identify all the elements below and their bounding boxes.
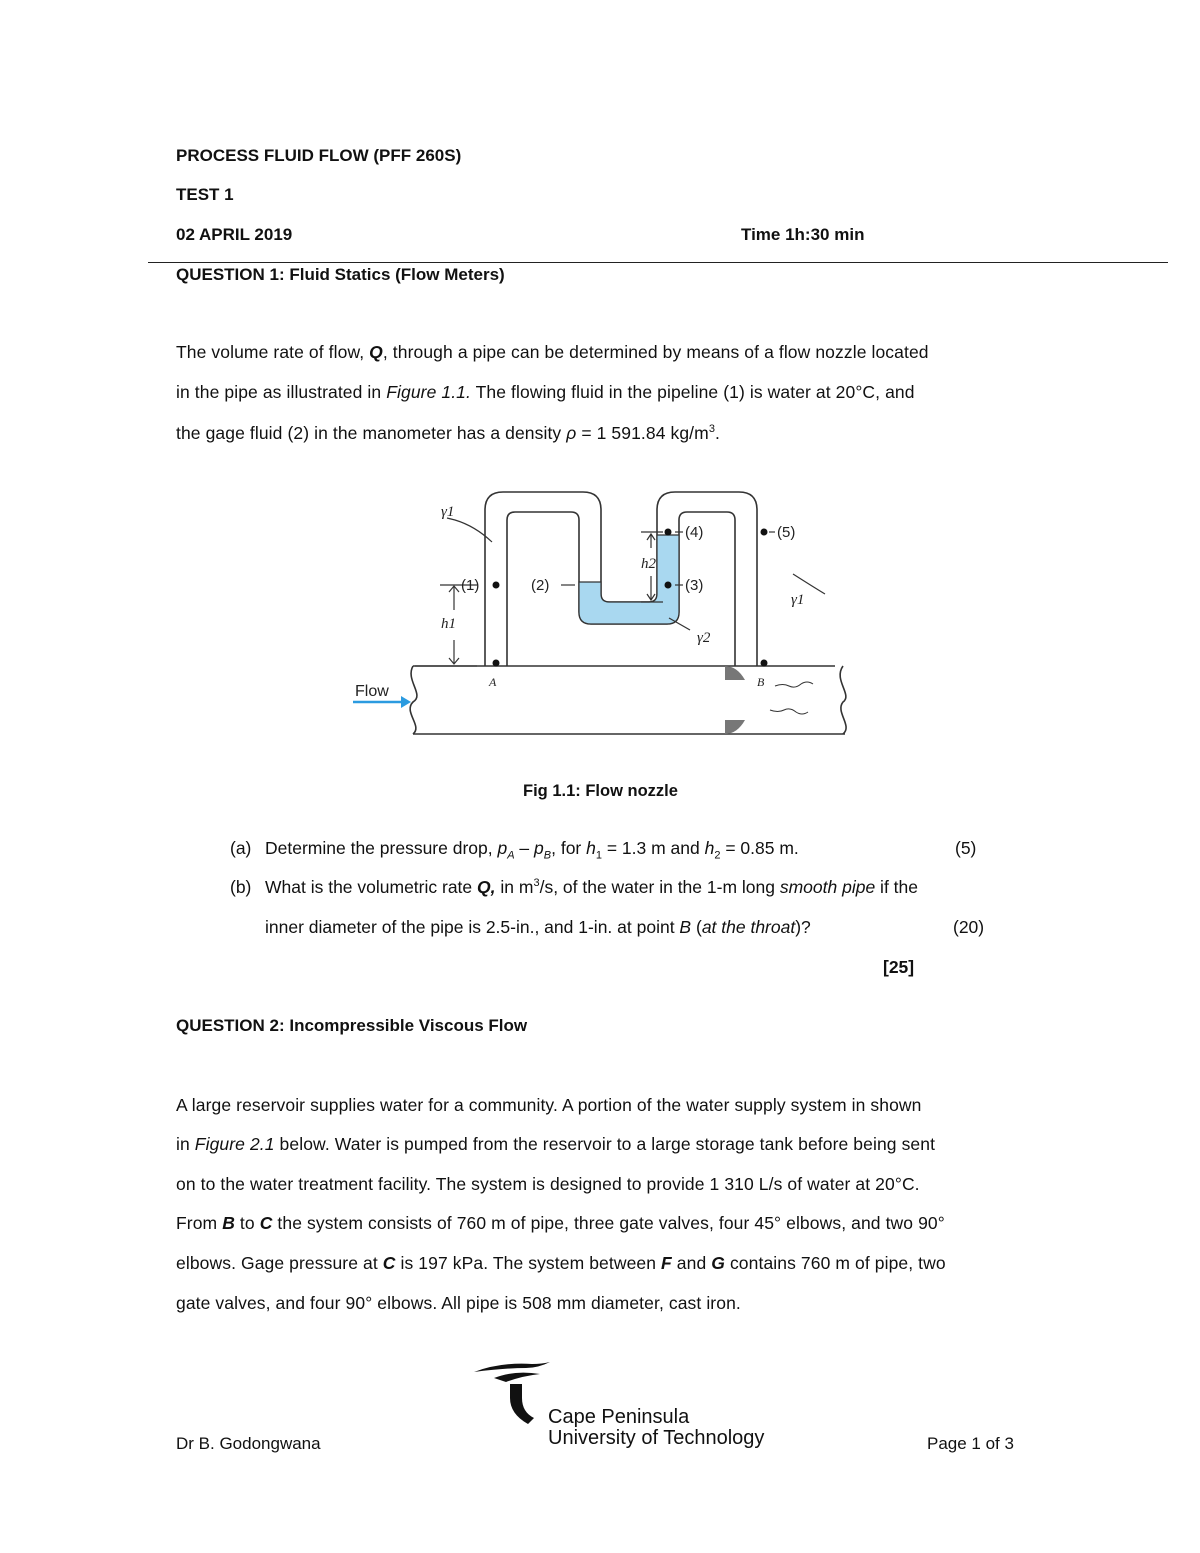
header-divider xyxy=(148,262,1168,263)
gage-fluid xyxy=(579,535,679,624)
question-2-title: QUESTION 2: Incompressible Viscous Flow xyxy=(176,1016,528,1035)
point-4-label: (4) xyxy=(685,524,704,541)
q2-paragraph-line-3: on to the water treatment facility. The system is designed to provide 1 310 L/s of water at 20°C. xyxy=(176,1174,920,1194)
gamma1-right-label: γ1 xyxy=(791,592,805,608)
q2-paragraph-line-1: A large reservoir supplies water for a community. A portion of the water supply system in shown xyxy=(176,1095,922,1115)
point-a-label: A xyxy=(489,675,497,689)
q2-paragraph-line-4: From B to C the system consists of 760 m of pipe, three gate valves, four 45° elbows, and two 90° xyxy=(176,1213,945,1233)
q1-paragraph-line-3: the gage fluid (2) in the manometer has a density ρ = 1 591.84 $kg/m^3$. xyxy=(176,423,720,443)
q2-paragraph-line-2: in Figure 2.1 below. Water is pumped from the reservoir to a large storage tank before being sent xyxy=(176,1134,936,1154)
gamma2-label: γ2 xyxy=(697,630,711,646)
q2-paragraph-line-5: elbows. Gage pressure at C is 197 kPa. The system between F and G contains 760 m of pipe, two xyxy=(176,1253,946,1273)
q1-part-b-text-line-1: What is the volumetric rate Q, in $m^3/s$, of the water in the 1-m long smooth pipe if the xyxy=(265,877,918,897)
q1-paragraph-line-2: in the pipe as illustrated in Figure 1.1. The flowing fluid in the pipeline (1) is water at 20°C, and xyxy=(176,382,915,402)
point-5-label: (5) xyxy=(777,524,796,541)
point-2-label: (2) xyxy=(531,577,550,594)
nozzle-bottom xyxy=(725,720,745,734)
point-3-label: (3) xyxy=(685,577,704,594)
flow-label: Flow xyxy=(355,683,389,700)
point-1-label: (1) xyxy=(461,577,480,594)
q1-part-a-text: Determine the pressure drop, $p_A - p_B$, for $h_1 = 1.3$ m and $h_2 = 0.85$ m. xyxy=(265,838,799,862)
q1-part-b-label: (b) xyxy=(230,877,252,897)
university-name-line-1: Cape Peninsula xyxy=(548,1406,690,1428)
flow-nozzle-figure xyxy=(345,490,865,740)
q2-paragraph-line-6: gate valves, and four 90° elbows. All pipe is 508 mm diameter, cast iron. xyxy=(176,1293,741,1313)
q1-total-marks: [25] xyxy=(883,957,915,977)
flow-arrowhead xyxy=(401,696,411,708)
q1-part-a-marks: (5) xyxy=(955,838,977,858)
question-1-title: QUESTION 1: Fluid Statics (Flow Meters) xyxy=(176,265,505,284)
point-b-label: B xyxy=(757,675,765,689)
university-name-line-2: University of Technology xyxy=(548,1427,765,1449)
cput-logo-icon xyxy=(470,1358,550,1438)
nozzle-top xyxy=(725,666,745,680)
q1-part-b-text-line-2: inner diameter of the pipe is 2.5-in., and 1-in. at point B (at the throat)? xyxy=(265,917,811,937)
test-number: TEST 1 xyxy=(176,185,234,204)
author-name: Dr B. Godongwana xyxy=(176,1434,321,1453)
h2-label: h2 xyxy=(641,556,656,572)
q1-part-b-marks: (20) xyxy=(953,917,985,937)
q1-paragraph-line-1: The volume rate of flow, Q, through a pipe can be determined by means of a flow nozzle located xyxy=(176,342,929,362)
course-title: PROCESS FLUID FLOW (PFF 260S) xyxy=(176,146,462,165)
figure-1-1-caption: Fig 1.1: Flow nozzle xyxy=(523,782,678,800)
page-number: Page 1 of 3 xyxy=(927,1434,1014,1453)
gamma1-left-label: γ1 xyxy=(441,504,455,520)
q1-part-a-label: (a) xyxy=(230,838,252,858)
test-duration: Time 1h:30 min xyxy=(741,225,865,244)
h1-label: h1 xyxy=(441,616,456,632)
test-date: 02 APRIL 2019 xyxy=(176,225,293,244)
